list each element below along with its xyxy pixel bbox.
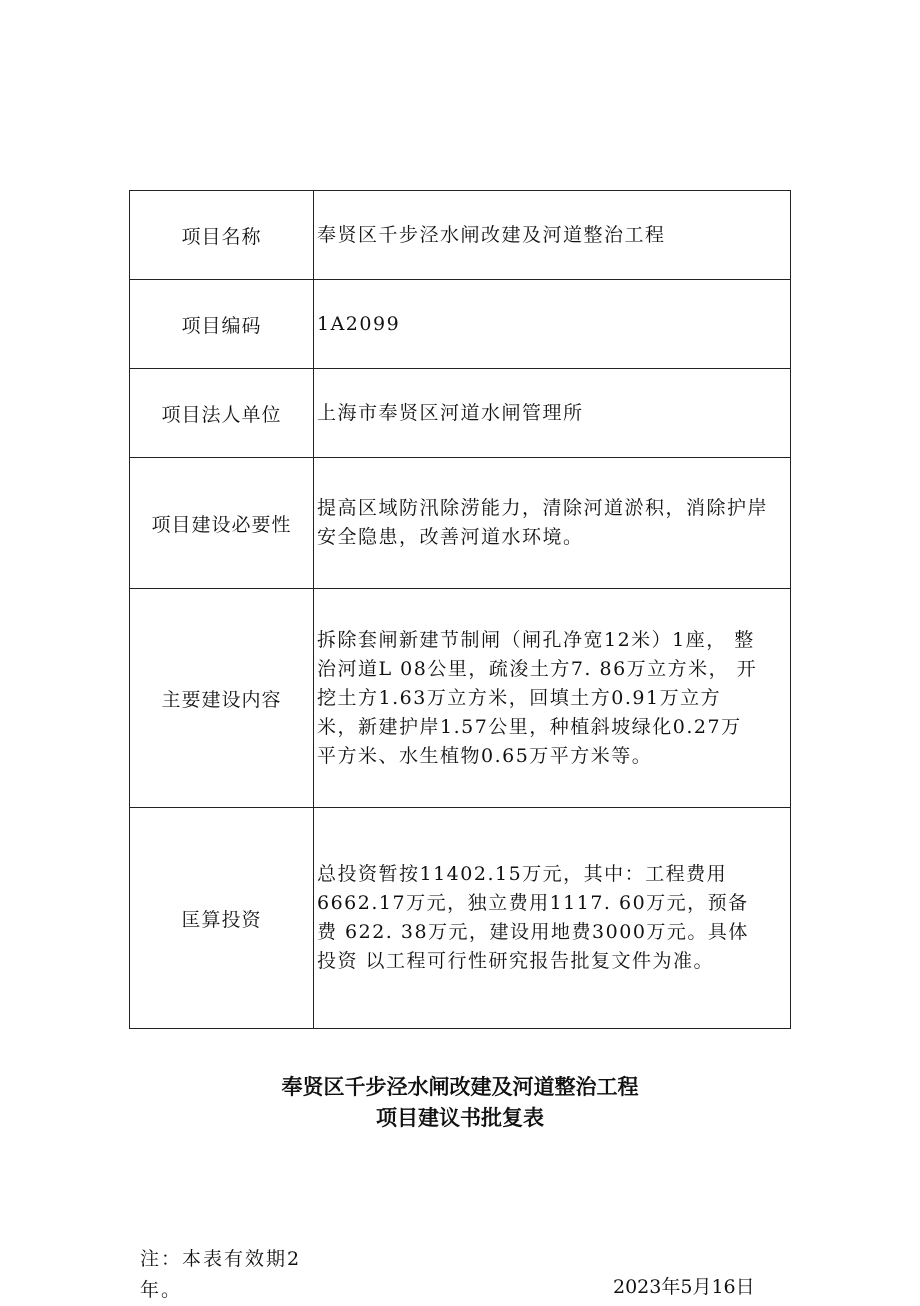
- table-row: [130, 458, 791, 589]
- project-code-label: 项目编码: [130, 280, 314, 369]
- necessity-label: 项目建设必要性: [130, 458, 314, 589]
- table-row: [130, 280, 791, 369]
- investment-label: 匡算投资: [130, 808, 314, 1029]
- table-row: [130, 808, 791, 1029]
- legal-entity-value: 上海市奉贤区河道水闸管理所: [314, 369, 791, 458]
- table-row: [130, 191, 791, 280]
- project-name-label: 项目名称: [130, 191, 314, 280]
- document-title: 奉贤区千步泾水闸改建及河道整治工程: [281, 1075, 639, 1099]
- validity-note: 注：本表有效期2年。: [140, 1248, 302, 1301]
- investment-value: 总投资暂按11402.15万元，其中：工程费用 6662.17万元，独立费用1117. 60万元，预备费 622. 38万元，建设用地费3000万元。具体投资 以工程可行性研究报告批复文件为准。: [314, 808, 791, 1029]
- project-name-value: 奉贤区千步泾水闸改建及河道整治工程: [314, 191, 791, 280]
- construction-content-value: 拆除套闸新建节制闸（闸孔净宽12米）1座， 整治河道L 08公里，疏浚土方7. 86万立方米， 开挖土方1.63万立方米，回填土方0.91万立方 米，新建护岸1.57公里，种植斜坡绿化0.27万 平方米、水生植物0.65万平方米等。: [314, 589, 791, 808]
- document-subtitle: 项目建议书批复表: [376, 1106, 544, 1130]
- project-code-value: 1A2099: [314, 280, 791, 369]
- necessity-value: 提高区域防汛除涝能力，清除河道淤积，消除护岸安全隐患，改善河道水环境。: [314, 458, 791, 589]
- table-row: [130, 589, 791, 808]
- construction-content-label: 主要建设内容: [130, 589, 314, 808]
- legal-entity-label: 项目法人单位: [130, 369, 314, 458]
- table-row: [130, 369, 791, 458]
- approval-date: 2023年5月16日: [613, 1276, 755, 1298]
- approval-table: [129, 190, 791, 1029]
